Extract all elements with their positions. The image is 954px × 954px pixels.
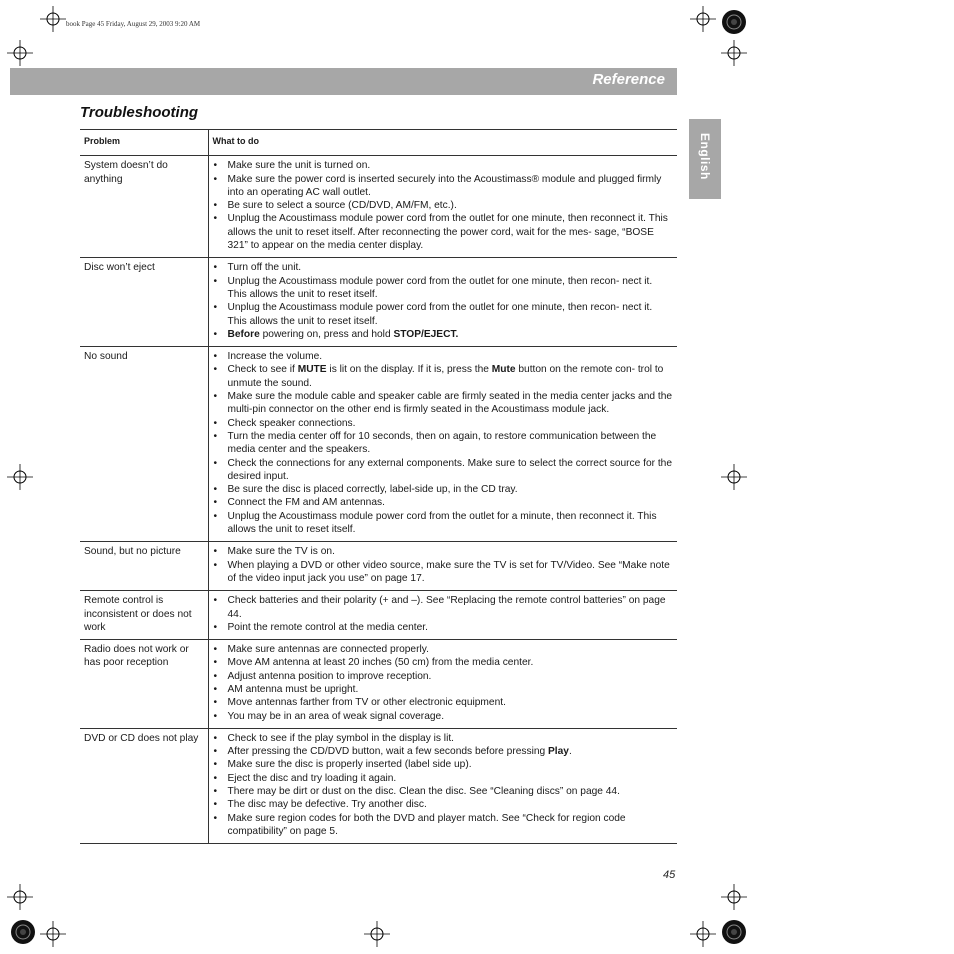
fix-list: [213, 643, 674, 723]
table-row: [80, 156, 677, 258]
table-row: [80, 542, 677, 591]
what-to-do-cell: [208, 640, 677, 729]
fix-item: • Make sure the unit is turned on.: [213, 159, 674, 172]
fix-item: • Unplug the Acoustimass module power cord from the outlet for a minute, then reconnect it. This allows the unit to reset itself.: [213, 510, 674, 537]
fix-item: • The disc may be defective. Try another disc.: [213, 798, 674, 811]
fix-list: [213, 159, 674, 252]
problem-cell: Sound, but no picture: [80, 542, 208, 591]
problem-cell: Radio does not work or has poor reception: [80, 640, 208, 729]
fix-list: [213, 261, 674, 341]
fix-item: • Adjust antenna position to improve reception.: [213, 670, 674, 683]
fix-item: • Check speaker connections.: [213, 417, 674, 430]
registration-mark-icon: [690, 921, 716, 947]
fix-item: • Before powering on, press and hold STOP/EJECT.: [213, 328, 674, 341]
fix-item: • Check to see if the play symbol in the display is lit.: [213, 732, 674, 745]
fix-item: • Check the connections for any external components. Make sure to select the correct source for the desired input.: [213, 457, 674, 484]
problem-cell: System doesn’t do anything: [80, 156, 208, 258]
fix-item: • You may be in an area of weak signal coverage.: [213, 710, 674, 723]
fix-item: • Make sure the power cord is inserted securely into the Acoustimass® module and plugged firmly into an operating AC wall outlet.: [213, 173, 674, 200]
registration-mark-icon: [40, 921, 66, 947]
fix-item: • Increase the volume.: [213, 350, 674, 363]
fix-item: • Point the remote control at the media center.: [213, 621, 674, 634]
problem-cell: DVD or CD does not play: [80, 728, 208, 843]
what-to-do-cell: [208, 347, 677, 542]
column-header-problem: Problem: [80, 130, 208, 156]
column-header-what-to-do: What to do: [208, 130, 677, 156]
registration-mark-icon: [690, 6, 716, 32]
table-header-row: [80, 130, 677, 156]
what-to-do-cell: [208, 258, 677, 347]
fix-item: • When playing a DVD or other video source, make sure the TV is set for TV/Video. See “Make note of the video input jack you use” on page 17.: [213, 559, 674, 586]
registration-mark-icon: [721, 464, 747, 490]
registration-mark-icon: [721, 40, 747, 66]
table-row: [80, 347, 677, 542]
fix-item: • Unplug the Acoustimass module power cord from the outlet for one minute, then recon- nect it. This allows the unit to reset itself.: [213, 301, 674, 328]
fix-list: [213, 732, 674, 838]
table-row: [80, 258, 677, 347]
fix-item: • There may be dirt or dust on the disc. Clean the disc. See “Cleaning discs” on page 44.: [213, 785, 674, 798]
print-slug: book Page 45 Friday, August 29, 2003 9:20 AM: [66, 20, 201, 28]
fix-item: • Check to see if MUTE is lit on the display. If it is, press the Mute button on the remote con- trol to unmute the sound.: [213, 363, 674, 390]
fix-item: • Be sure the disc is placed correctly, label-side up, in the CD tray.: [213, 483, 674, 496]
section-title: Reference: [592, 71, 665, 88]
what-to-do-cell: [208, 156, 677, 258]
problem-cell: Disc won’t eject: [80, 258, 208, 347]
fix-list: [213, 350, 674, 536]
fix-item: • Connect the FM and AM antennas.: [213, 496, 674, 509]
fix-item: • Eject the disc and try loading it again.: [213, 772, 674, 785]
registration-mark-icon: [7, 464, 33, 490]
table-row: [80, 591, 677, 640]
color-target-icon: [9, 918, 37, 946]
fix-item: • Make sure antennas are connected properly.: [213, 643, 674, 656]
fix-list: [213, 545, 674, 585]
registration-mark-icon: [40, 6, 66, 32]
fix-item: • Turn off the unit.: [213, 261, 674, 274]
page-number: 45: [663, 869, 676, 881]
table-row: [80, 640, 677, 729]
fix-item: • Turn the media center off for 10 seconds, then on again, to restore communication between the media center and the speakers.: [213, 430, 674, 457]
color-target-icon: [720, 8, 748, 36]
fix-item: • Make sure the module cable and speaker cable are firmly seated in the media center jacks and the multi-pin connector on the other end is firmly seated in the Acoustimass module jack.: [213, 390, 674, 417]
fix-item: • Make sure the disc is properly inserted (label side up).: [213, 758, 674, 771]
fix-item: • After pressing the CD/DVD button, wait a few seconds before pressing Play.: [213, 745, 674, 758]
what-to-do-cell: [208, 542, 677, 591]
registration-mark-icon: [7, 884, 33, 910]
table-row: [80, 728, 677, 843]
troubleshooting-table: [80, 129, 677, 844]
fix-item: • Move antennas farther from TV or other electronic equipment.: [213, 696, 674, 709]
problem-cell: No sound: [80, 347, 208, 542]
header-band: [10, 68, 677, 95]
fix-list: [213, 594, 674, 634]
registration-mark-icon: [7, 40, 33, 66]
color-target-icon: [720, 918, 748, 946]
fix-item: • Make sure region codes for both the DVD and player match. See “Check for region code compatibility” on page 5.: [213, 812, 674, 839]
fix-item: • Unplug the Acoustimass module power cord from the outlet for one minute, then recon- nect it. This allows the unit to reset itself.: [213, 275, 674, 302]
fix-item: • Check batteries and their polarity (+ and –). See “Replacing the remote control batteries” on page 44.: [213, 594, 674, 621]
what-to-do-cell: [208, 728, 677, 843]
registration-mark-icon: [364, 921, 390, 947]
page-heading: Troubleshooting: [80, 104, 199, 121]
fix-item: • Be sure to select a source (CD/DVD, AM/FM, etc.).: [213, 199, 674, 212]
language-tab: [689, 119, 721, 199]
registration-mark-icon: [721, 884, 747, 910]
what-to-do-cell: [208, 591, 677, 640]
fix-item: • AM antenna must be upright.: [213, 683, 674, 696]
language-tab-label: English: [698, 133, 712, 180]
fix-item: • Unplug the Acoustimass module power cord from the outlet for one minute, then reconnect it. This allows the unit to reset itself. After reconnecting the power cord, wait for the mes- sage, “BOSE 321” to appear on the media center display.: [213, 212, 674, 252]
fix-item: • Move AM antenna at least 20 inches (50 cm) from the media center.: [213, 656, 674, 669]
fix-item: • Make sure the TV is on.: [213, 545, 674, 558]
problem-cell: Remote control is inconsistent or does not work: [80, 591, 208, 640]
